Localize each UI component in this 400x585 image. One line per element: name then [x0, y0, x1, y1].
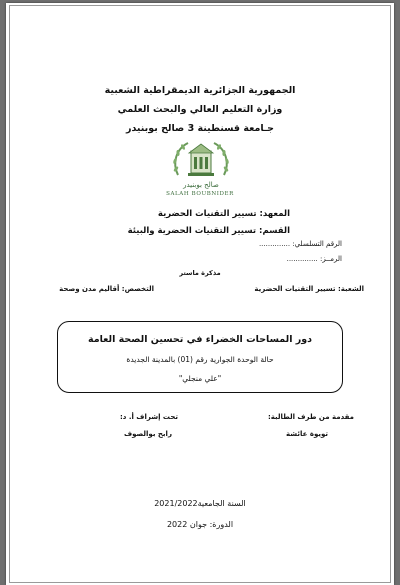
- serial-number-field: الرقم التسلسلي: ..............: [258, 240, 342, 248]
- branch-field: الشعبة: تسيير التقنيات الحضرية: [254, 285, 364, 293]
- institute-line: المعهد: تسيير التقنيات الحضرية: [157, 209, 290, 219]
- supervisor-name: رابح بوالصوف: [123, 430, 172, 438]
- supervisor-label: تحت إشراف أ. د:: [119, 413, 178, 421]
- academic-year: السنة الجامعية2021/2022: [154, 499, 246, 508]
- session: الدورة: جوان 2022: [166, 520, 234, 529]
- specialty-field: التخصص: أقاليم مدن وصحة: [59, 285, 154, 293]
- thesis-main-title: دور المساحات الخضراء في تحسين الصحة العامة: [87, 334, 313, 345]
- student-name: تويوة عائشة: [285, 430, 328, 438]
- student-label: مقدمة من طرف الطالبة:: [267, 413, 354, 421]
- logo-latin-caption: SALAH BOUBNIDER: [166, 191, 234, 197]
- thesis-type: مذكرة ماستر: [179, 269, 221, 277]
- ministry-heading: وزارة التعليم العالي والبحث العلمي: [117, 104, 283, 115]
- logo-arabic-caption: صالح بوبنيدر: [183, 181, 219, 189]
- thesis-location: "علي منجلي": [178, 374, 222, 383]
- document-page: [6, 3, 394, 585]
- thesis-title-box: [57, 321, 343, 393]
- department-line: القسم: تسيير التقنيات الحضرية والبيئة: [127, 226, 290, 236]
- code-field: الرمــز: ..............: [286, 255, 342, 263]
- thesis-subtitle: حالة الوحدة الجوارية رقم (01) بالمدينة الجديدة: [126, 355, 274, 364]
- republic-heading: الجمهورية الجزائرية الديمقراطية الشعبية: [104, 85, 296, 96]
- university-heading: جـامعة قسنطينة 3 صالح بوبنيدر: [125, 123, 275, 134]
- university-logo-icon: [164, 135, 238, 193]
